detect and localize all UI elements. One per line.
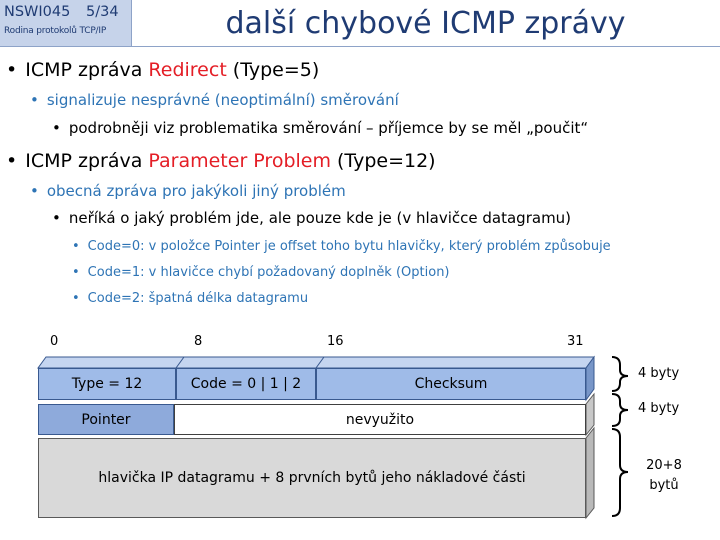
brace-row1-icon: [612, 357, 628, 391]
bullet-text: obecná zpráva pro jakýkoli jiný problém: [46, 182, 346, 200]
bullet-dot-icon: •: [52, 209, 61, 227]
bit-label-0: 0: [50, 334, 59, 349]
bullet-dot-icon: •: [30, 91, 39, 109]
code-field: Code = 0 | 1 | 2: [176, 368, 316, 400]
bullet-highlight: Parameter Problem: [148, 150, 331, 172]
bullet-highlight: Redirect: [148, 59, 227, 81]
pointer-field: Pointer: [38, 404, 174, 435]
bullet-dot-icon: •: [6, 150, 18, 172]
brace-label-row2: 4 byty: [638, 401, 680, 416]
bullet-text: podrobněji viz problematika směrování – příjemce by se měl „poučit“: [68, 119, 589, 137]
page-number: 5/34: [86, 4, 119, 20]
bullet-dot-icon: •: [30, 182, 39, 200]
bullet-text: Code=1: v hlavičce chybí požadovaný doplněk (Option): [87, 265, 450, 280]
bullet-dot-icon: •: [52, 119, 61, 137]
bullet-dot-icon: •: [72, 265, 80, 280]
bullet-dot-icon: •: [72, 291, 80, 306]
bit-label-16: 16: [327, 334, 344, 349]
bullet-text-suffix: (Type=5): [226, 59, 320, 81]
course-subtitle: Rodina protokolů TCP/IP: [4, 26, 107, 36]
bullet-text-suffix: (Type=12): [330, 150, 436, 172]
bullet-text: Code=0: v položce Pointer je offset toho bytu hlavičky, který problém způsobuje: [87, 239, 611, 254]
brace-label-row3: 20+8 bytů: [646, 458, 682, 493]
unused-field: nevyužito: [174, 404, 586, 435]
brace-row2-icon: [612, 394, 628, 426]
bit-label-8: 8: [194, 334, 203, 349]
bullet-dot-icon: •: [72, 239, 80, 254]
ip-header-field: hlavička IP datagramu + 8 prvních bytů jeho nákladové části: [38, 438, 586, 518]
course-code: NSWI045: [4, 4, 71, 20]
bullet-text: ICMP zpráva: [25, 150, 149, 172]
bullet-text: neříká o jaký problém jde, ale pouze kde je (v hlavičce datagramu): [68, 209, 572, 227]
brace-row3-icon: [612, 429, 628, 516]
bullet-text: ICMP zpráva: [25, 59, 149, 81]
slide-title: další chybové ICMP zprávy: [225, 5, 626, 41]
bullet-text: Code=2: špatná délka datagramu: [87, 291, 309, 306]
bullet-dot-icon: •: [6, 59, 18, 81]
checksum-field: Checksum: [316, 368, 586, 400]
type-field: Type = 12: [38, 368, 176, 400]
brace-label-row1: 4 byty: [638, 366, 680, 381]
bit-label-31: 31: [567, 334, 584, 349]
bullet-text: signalizuje nesprávné (neoptimální) směrování: [46, 91, 399, 109]
